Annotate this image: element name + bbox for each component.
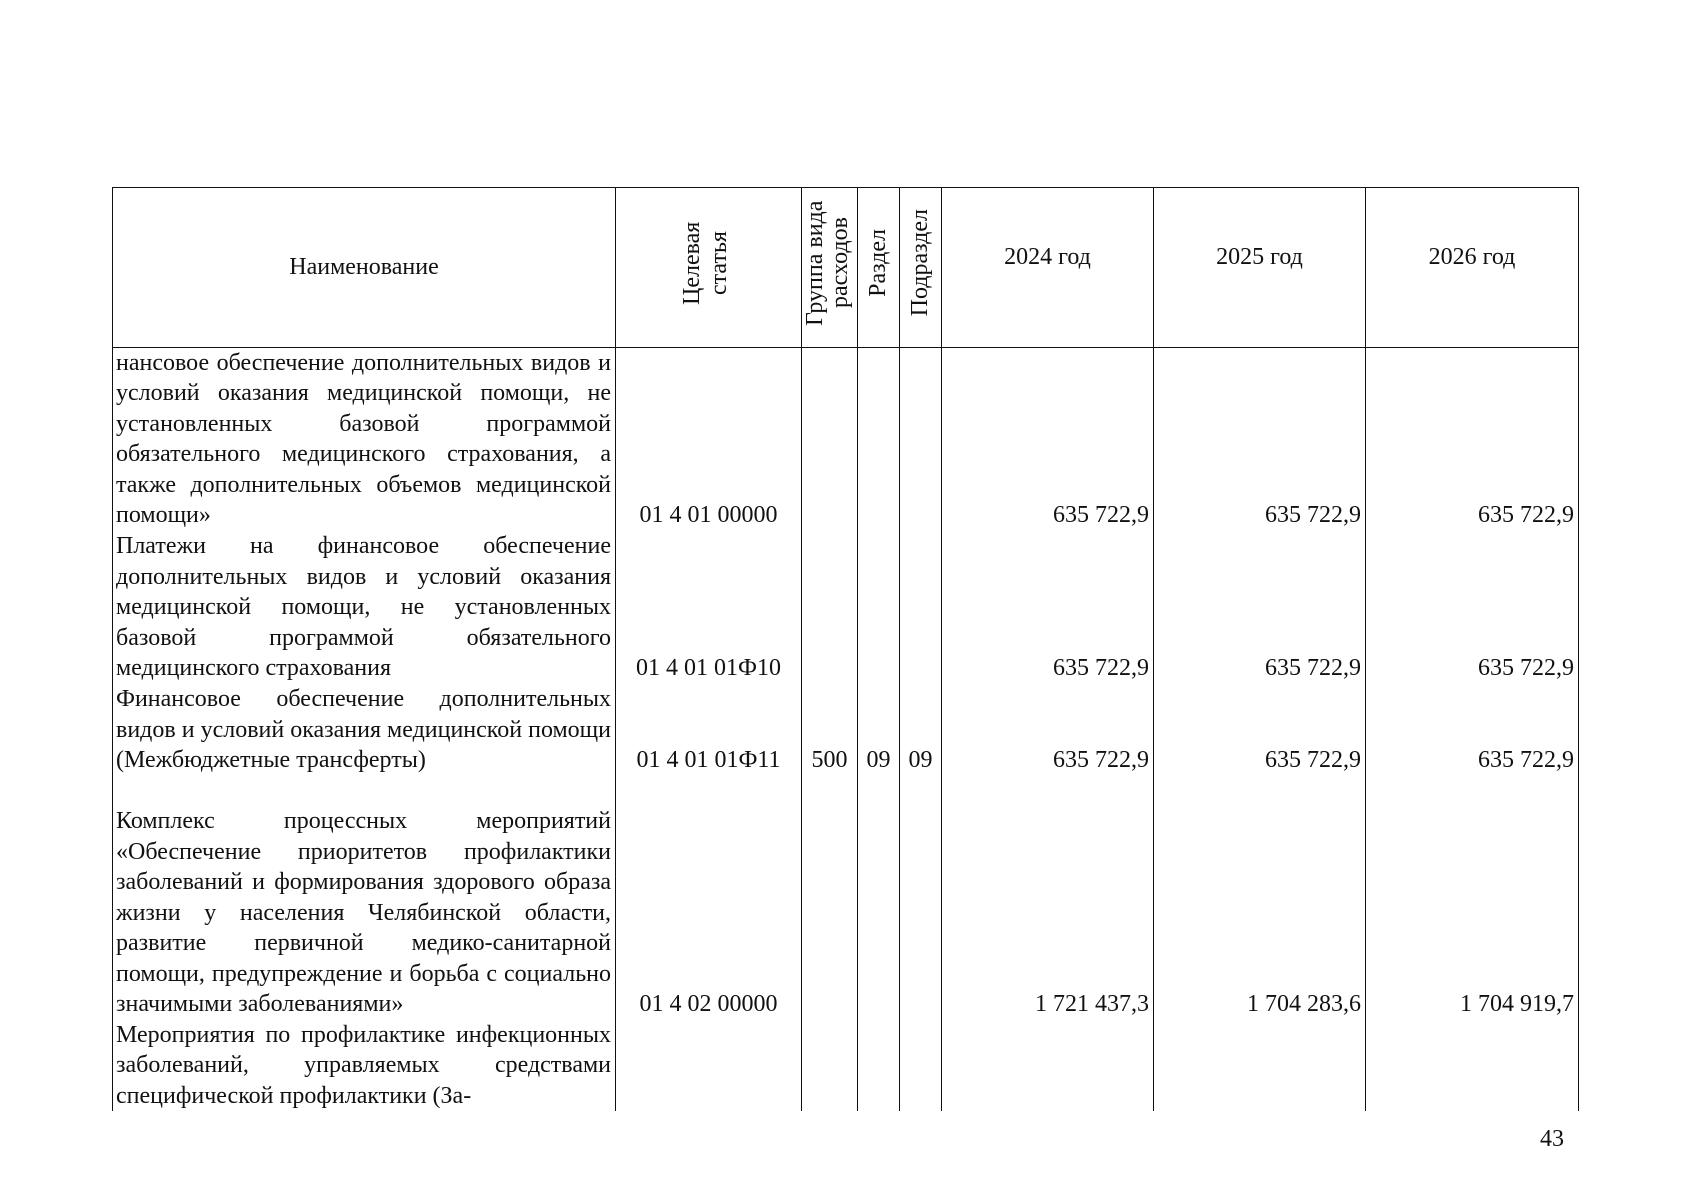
row-expense-group: 500 (802, 684, 858, 776)
header-subsection (900, 188, 942, 348)
row-subsection (900, 531, 942, 684)
row-target-article: 01 4 01 01Ф11 (616, 684, 802, 776)
row-name: Платежи на финансовое обеспечение дополнительных видов и условий оказания медицинской помощи, не установленных базовой программой обязательного медицинского страхования (113, 531, 616, 684)
header-section-label: Раздел (865, 229, 891, 297)
row-value-2026: 635 722,9 (1366, 531, 1579, 684)
row-target-article: 01 4 01 01Ф10 (616, 531, 802, 684)
header-subsection-label: Подраздел (907, 209, 933, 317)
row-target-article: 01 4 01 00000 (616, 347, 802, 531)
row-value-2025: 635 722,9 (1154, 347, 1366, 531)
row-name: Комплекс процессных мероприятий «Обеспечение приоритетов профилактики заболеваний и формирования здорового образа жизни у населения Челябинской области, развитие первичной медико-санитарной помощи, предупреждение и борьба с социально значимыми заболеваниями» (113, 776, 616, 1020)
header-section (858, 188, 900, 348)
row-name: Финансовое обеспечение дополнительных видов и условий оказания медицинской помощи (Межбюджетные трансферты) (113, 684, 616, 776)
row-value-2026: 635 722,9 (1366, 347, 1579, 531)
row-section (858, 776, 900, 1020)
header-target-article-label: Целевая статья (678, 221, 732, 305)
row-target-article: 01 4 02 00000 (616, 776, 802, 1020)
row-name: нансовое обеспечение дополнительных видов и условий оказания медицинской помощи, не установленных базовой программой обязательного медицинского страхования, а также дополнительных объемов медицинской помощи» (113, 347, 616, 531)
row-subsection (900, 347, 942, 531)
row-section: 09 (858, 684, 900, 776)
row-value-2025: 1 704 283,6 (1154, 776, 1366, 1020)
row-value-2025: 635 722,9 (1154, 684, 1366, 776)
header-year-2024-label: 2024 год (1004, 244, 1091, 270)
row-subsection: 09 (900, 684, 942, 776)
header-year-2026 (1366, 188, 1579, 348)
row-target-article (616, 1020, 802, 1112)
row-expense-group (802, 347, 858, 531)
row-value-2024: 635 722,9 (942, 531, 1154, 684)
budget-table-frame (112, 187, 1578, 1107)
row-section (858, 1020, 900, 1112)
table-row (113, 531, 1579, 684)
row-expense-group (802, 776, 858, 1020)
row-value-2026: 635 722,9 (1366, 684, 1579, 776)
header-expense-group-label: Группа вида расходов (801, 200, 853, 326)
table-row (113, 1020, 1579, 1112)
row-expense-group (802, 531, 858, 684)
budget-table (112, 187, 1579, 1111)
row-value-2025: 635 722,9 (1154, 531, 1366, 684)
table-row (113, 684, 1579, 776)
row-value-2024: 1 721 437,3 (942, 776, 1154, 1020)
row-expense-group (802, 1020, 858, 1112)
row-subsection (900, 776, 942, 1020)
table-header-row (113, 188, 1579, 348)
header-expense-group (802, 188, 858, 348)
row-section (858, 531, 900, 684)
row-value-2024: 635 722,9 (942, 347, 1154, 531)
table-row (113, 776, 1579, 1020)
row-value-2024: 635 722,9 (942, 684, 1154, 776)
page-number: 43 (1540, 1126, 1564, 1152)
row-name: Мероприятия по профилактике инфекционных заболеваний, управляемых средствами специфической профилактики (За- (113, 1020, 616, 1112)
header-name-label: Наименование (289, 254, 439, 280)
table-row (113, 347, 1579, 531)
row-subsection (900, 1020, 942, 1112)
row-section (858, 347, 900, 531)
header-year-2024 (942, 188, 1154, 348)
header-year-2025-label: 2025 год (1216, 244, 1303, 270)
header-year-2026-label: 2026 год (1428, 244, 1516, 270)
header-year-2025 (1154, 188, 1366, 348)
row-value-2025 (1154, 1020, 1366, 1112)
header-target-article (616, 188, 802, 348)
row-value-2026 (1366, 1020, 1579, 1112)
row-value-2026: 1 704 919,7 (1366, 776, 1579, 1020)
header-name (113, 188, 616, 348)
row-value-2024 (942, 1020, 1154, 1112)
